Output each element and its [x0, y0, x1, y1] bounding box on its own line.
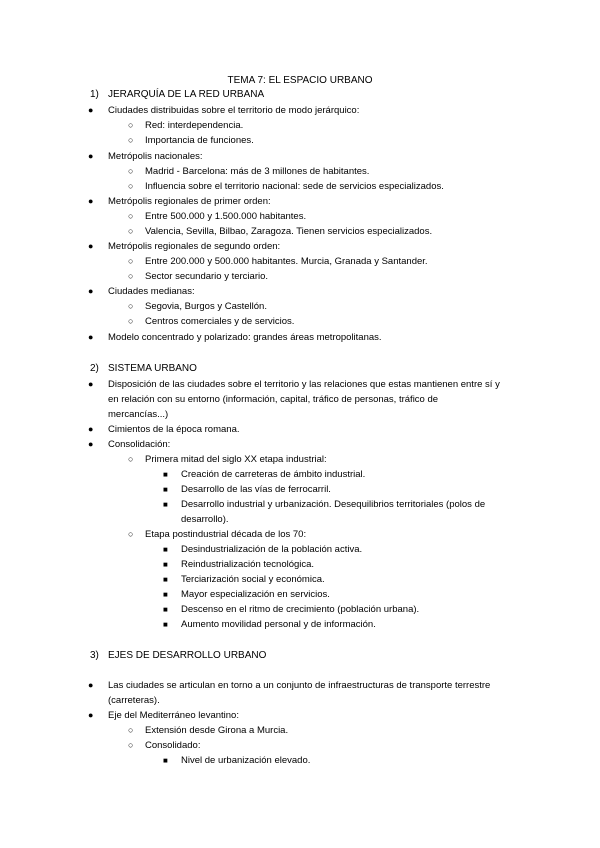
- list-item: Aumento movilidad personal y de información.: [181, 619, 376, 630]
- list-item: Madrid - Barcelona: más de 3 millones de habitantes.: [145, 166, 370, 177]
- bullet-icon: ○: [128, 181, 134, 191]
- section-1-heading: JERARQUÍA DE LA RED URBANA: [108, 89, 265, 100]
- bullet-icon: ●: [88, 424, 94, 434]
- bullet-icon: ●: [88, 710, 94, 720]
- list-item-continuation: en relación con su entorno (información, capital, tráfico de personas, tráfico de: [108, 394, 439, 405]
- bullet-icon: ■: [163, 545, 168, 554]
- list-item: Desarrollo de las vías de ferrocarril.: [181, 484, 331, 495]
- bullet-icon: ○: [128, 256, 134, 266]
- list-item: Red: interdependencia.: [145, 120, 244, 131]
- bullet-icon: ○: [128, 120, 134, 130]
- list-item: Consolidado:: [145, 740, 201, 751]
- list-item: Desindustrialización de la población activa.: [181, 544, 363, 555]
- bullet-icon: ○: [128, 740, 134, 750]
- list-item: Nivel de urbanización elevado.: [181, 755, 311, 766]
- list-item: Importancia de funciones.: [145, 135, 254, 146]
- bullet-icon: ■: [163, 605, 168, 614]
- bullet-icon: ●: [88, 439, 94, 449]
- section-3-heading: EJES DE DESARROLLO URBANO: [108, 650, 267, 661]
- bullet-icon: ■: [163, 756, 168, 765]
- bullet-icon: ■: [163, 590, 168, 599]
- bullet-icon: ●: [88, 680, 94, 690]
- bullet-icon: ○: [128, 316, 134, 326]
- bullet-icon: ○: [128, 725, 134, 735]
- section-2-heading: SISTEMA URBANO: [108, 363, 197, 374]
- bullet-icon: ■: [163, 500, 168, 509]
- list-item: Ciudades distribuidas sobre el territorio de modo jerárquico:: [108, 105, 360, 116]
- bullet-icon: ●: [88, 105, 94, 115]
- list-item: Creación de carreteras de ámbito industrial.: [181, 469, 366, 480]
- list-item: Descenso en el ritmo de crecimiento (población urbana).: [181, 604, 420, 615]
- list-item: Entre 500.000 y 1.500.000 habitantes.: [145, 211, 307, 222]
- bullet-icon: ○: [128, 135, 134, 145]
- bullet-icon: ●: [88, 196, 94, 206]
- bullet-icon: ■: [163, 560, 168, 569]
- list-item: Reindustrialización tecnológica.: [181, 559, 315, 570]
- list-item: Metrópolis regionales de primer orden:: [108, 196, 271, 207]
- bullet-icon: ●: [88, 332, 94, 342]
- list-item-continuation: desarrollo).: [181, 514, 229, 525]
- list-item: Eje del Mediterráneo levantino:: [108, 710, 239, 721]
- bullet-icon: ■: [163, 485, 168, 494]
- bullet-icon: ■: [163, 620, 168, 629]
- list-item: Disposición de las ciudades sobre el territorio y las relaciones que estas mantienen entre sí y: [108, 379, 500, 390]
- bullet-icon: ■: [163, 575, 168, 584]
- list-item: Cimientos de la época romana.: [108, 424, 240, 435]
- section-1-number-cell: [90, 87, 99, 102]
- bullet-icon: ○: [128, 271, 134, 281]
- bullet-icon: ○: [128, 211, 134, 221]
- list-item: Mayor especialización en servicios.: [181, 589, 330, 600]
- list-item: Centros comerciales y de servicios.: [145, 316, 295, 327]
- bullet-icon: ●: [88, 286, 94, 296]
- bullet-icon: ○: [128, 301, 134, 311]
- list-item: Consolidación:: [108, 439, 171, 450]
- list-item-continuation: (carreteras).: [108, 695, 160, 706]
- list-item-continuation: mercancías...): [108, 409, 169, 420]
- list-item: Desarrollo industrial y urbanización. Desequilibrios territoriales (polos de: [181, 499, 486, 510]
- list-item: Las ciudades se articulan en torno a un conjunto de infraestructuras de transporte terrestre: [108, 680, 491, 691]
- section-3-number: 3): [90, 650, 99, 661]
- list-item: Extensión desde Girona a Murcia.: [145, 725, 289, 736]
- bullet-icon: ■: [163, 470, 168, 479]
- bullet-icon: ●: [88, 151, 94, 161]
- list-item: Etapa postindustrial década de los 70:: [145, 529, 307, 540]
- bullet-icon: ○: [128, 529, 134, 539]
- list-item: Valencia, Sevilla, Bilbao, Zaragoza. Tienen servicios especializados.: [145, 226, 433, 237]
- section-number-text: 1): [90, 89, 99, 100]
- bullet-icon: ○: [128, 454, 134, 464]
- bullet-icon: ●: [88, 379, 94, 389]
- list-item: Modelo concentrado y polarizado: grandes áreas metropolitanas.: [108, 332, 382, 343]
- bullet-icon: ●: [88, 241, 94, 251]
- list-item: Entre 200.000 y 500.000 habitantes. Murcia, Granada y Santander.: [145, 256, 428, 267]
- list-item: Segovia, Burgos y Castellón.: [145, 301, 267, 312]
- list-item: Terciarización social y económica.: [181, 574, 325, 585]
- document-title: TEMA 7: EL ESPACIO URBANO: [227, 75, 373, 86]
- list-item: Metrópolis regionales de segundo orden:: [108, 241, 281, 252]
- list-item: Sector secundario y terciario.: [145, 271, 269, 282]
- list-item: Ciudades medianas:: [108, 286, 195, 297]
- list-item: Metrópolis nacionales:: [108, 151, 203, 162]
- list-item: Influencia sobre el territorio nacional: sede de servicios especializados.: [145, 181, 444, 192]
- bullet-icon: ○: [128, 166, 134, 176]
- section-2-number: 2): [90, 363, 99, 374]
- bullet-icon: ○: [128, 226, 134, 236]
- list-item: Primera mitad del siglo XX etapa industrial:: [145, 454, 327, 465]
